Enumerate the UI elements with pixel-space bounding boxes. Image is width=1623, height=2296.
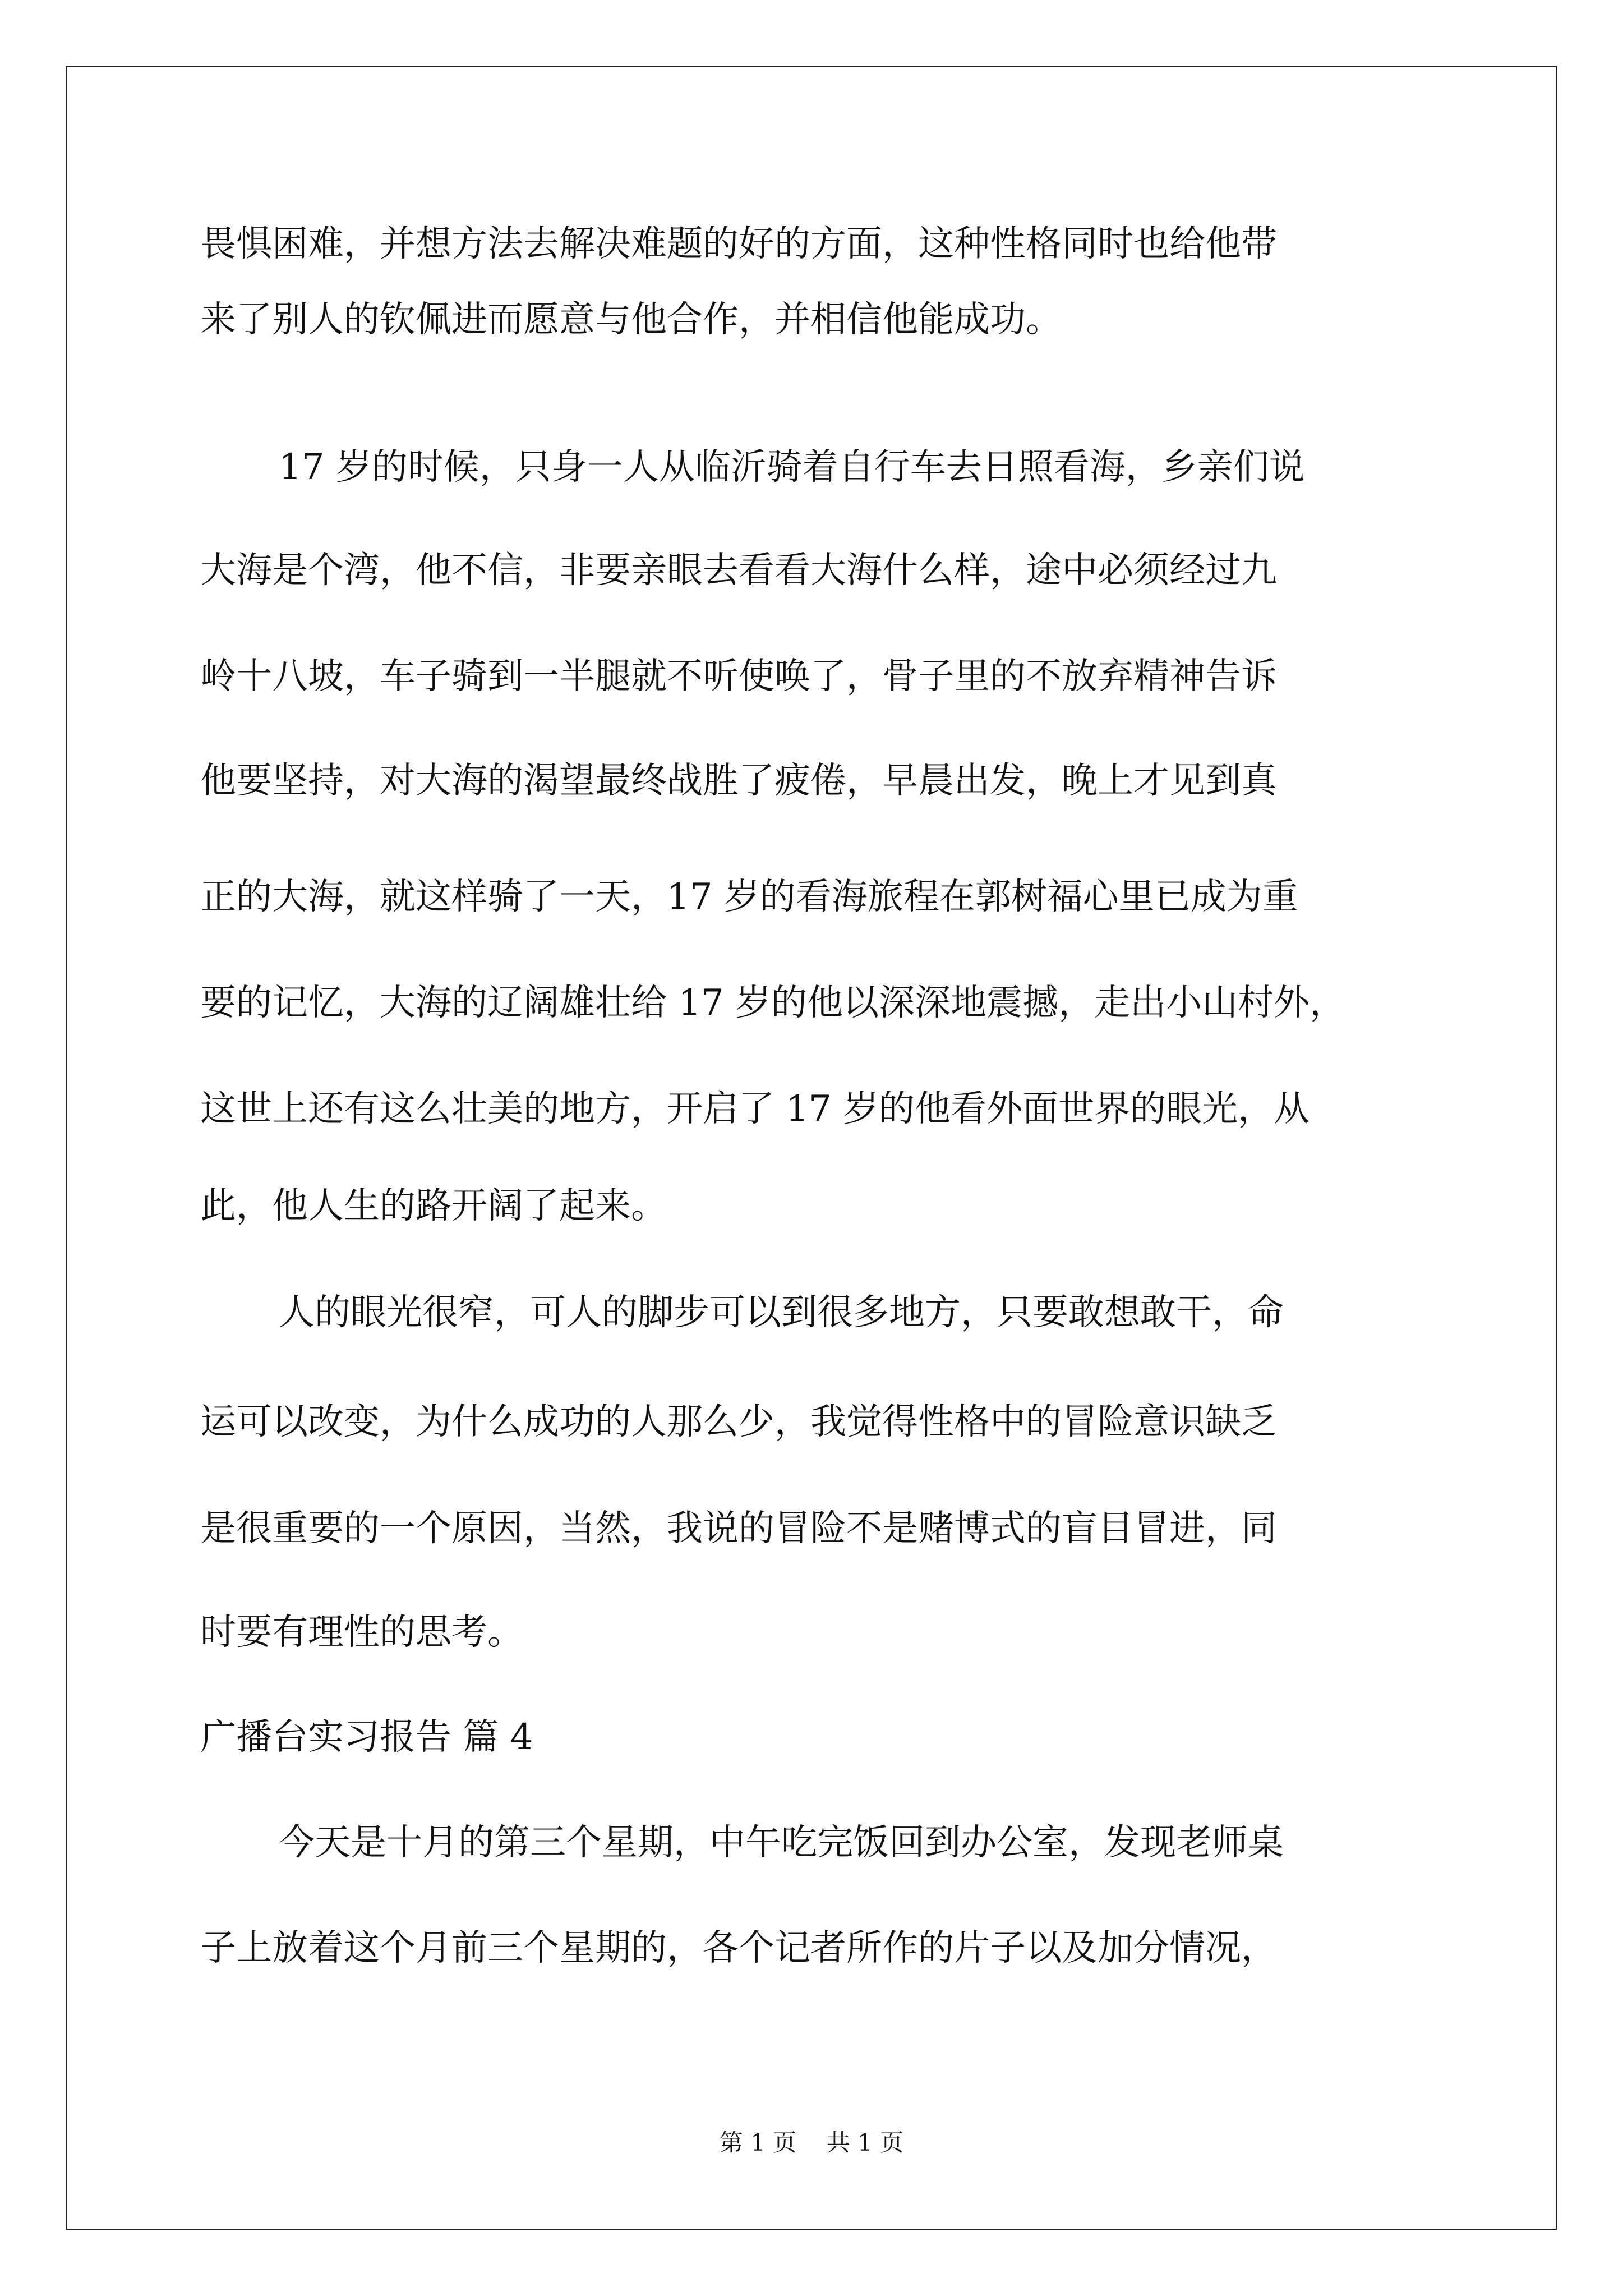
text-line: 畏惧困难，并想方法去解决难题的好的方面，这种性格同时也给他带: [200, 223, 1277, 265]
text-line: 大海是个湾，他不信，非要亲眼去看看大海什么样，途中必须经过九: [200, 550, 1277, 591]
text-line: 是很重要的一个原因，当然，我说的冒险不是赌博式的盲目冒进，同: [200, 1508, 1277, 1549]
text-line: 这世上还有这么壮美的地方，开启了 17 岁的他看外面世界的眼光，从: [200, 1088, 1310, 1130]
text-line: 运可以改变，为什么成功的人那么少，我觉得性格中的冒险意识缺乏: [200, 1401, 1277, 1443]
section-heading: 广播台实习报告 篇 4: [200, 1717, 533, 1758]
text-line: 17 岁的时候，只身一人从临沂骑着自行车去日照看海，乡亲们说: [279, 447, 1305, 488]
page-footer: 第 1 页 共 1 页: [719, 2129, 904, 2156]
text-line: 他要坚持，对大海的渴望最终战胜了疲倦，早晨出发，晚上才见到真: [200, 760, 1277, 802]
text-line: 今天是十月的第三个星期，中午吃完饭回到办公室，发现老师桌: [279, 1822, 1284, 1864]
text-line: 来了别人的钦佩进而愿意与他合作，并相信他能成功。: [200, 299, 1062, 341]
text-line: 人的眼光很窄，可人的脚步可以到很多地方，只要敢想敢干，命: [279, 1292, 1284, 1333]
text-line: 要的记忆，大海的辽阔雄壮给 17 岁的他以深深地震撼，走出小山村外，: [200, 982, 1346, 1024]
text-line: 此，他人生的路开阔了起来。: [200, 1185, 667, 1227]
text-line: 子上放着这个月前三个星期的，各个记者所作的片子以及加分情况，: [200, 1927, 1277, 1969]
text-line: 时要有理性的思考。: [200, 1612, 523, 1653]
text-line: 正的大海，就这样骑了一天，17 岁的看海旅程在郭树福心里已成为重: [200, 876, 1298, 918]
text-line: 岭十八坡，车子骑到一半腿就不听使唤了，骨子里的不放弃精神告诉: [200, 656, 1277, 697]
page-border: [66, 66, 1557, 2230]
